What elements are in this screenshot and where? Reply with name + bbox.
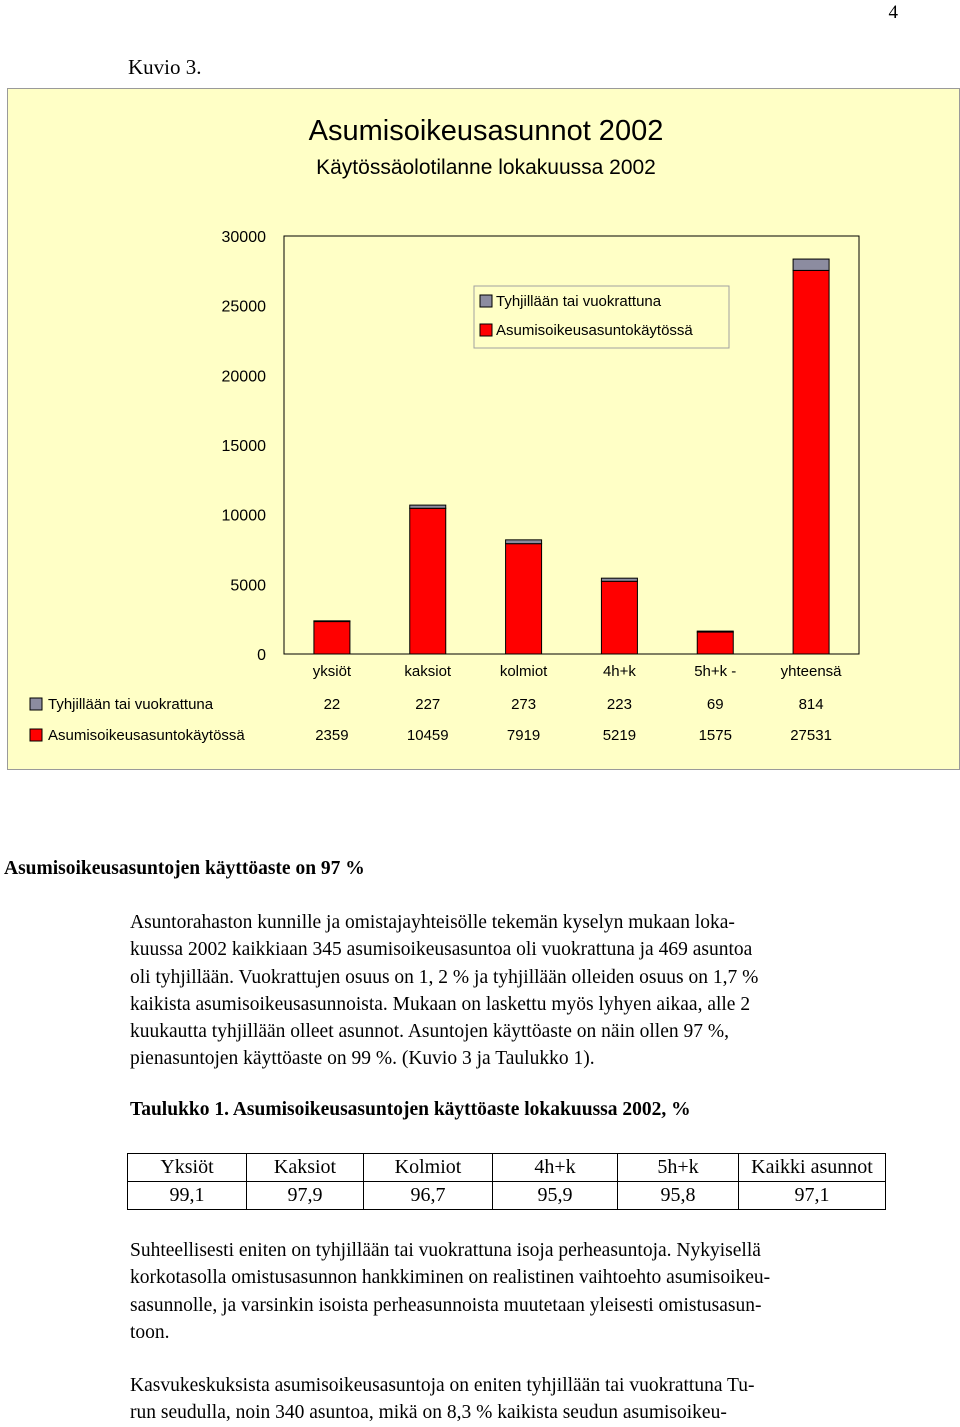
bar-vacant [506,540,542,544]
bar-vacant [697,631,733,632]
table-row-label: Tyhjillään tai vuokrattuna [48,696,214,713]
table-cell: 97,9 [247,1182,364,1210]
paragraph-line: Kasvukeskuksista asumisoikeusasuntoja on eniten tyhjillään tai vuokrattuna Tu- [130,1375,755,1396]
paragraph-1 [130,909,910,1073]
table-header-cell: Kolmiot [364,1154,493,1182]
table-header-row [128,1154,886,1182]
paragraph-2 [130,1237,910,1346]
bar-occupied [793,270,829,654]
paragraph-line: kaikista asumisoikeusasunnoista. Mukaan on laskettu myös lyhyen aikaa, alle 2 [130,993,751,1015]
bar-vacant [601,578,637,581]
y-tick-label: 30000 [221,229,266,246]
paragraph-3 [130,1372,910,1427]
x-tick-label: yhteensä [780,663,842,680]
table-value: 7919 [506,727,541,744]
paragraph-line: toon. [130,1321,170,1343]
stacked-bar-chart [8,89,959,769]
table-row [128,1182,886,1210]
section-heading: Asumisoikeusasuntojen käyttöaste on 97 % [4,858,365,879]
y-axis-ticks [222,229,267,664]
table-value: 273 [511,696,537,713]
bar-vacant [410,505,446,508]
table-value: 223 [606,696,632,713]
bar-occupied [314,621,350,654]
paragraph-line: kuussa 2002 kaikkiaan 345 asumisoikeusasuntoa oli vuokrattuna ja 469 asuntoa [130,939,753,961]
paragraph-line: Asuntorahaston kunnille ja omistajayhteisölle tekemän kyselyn mukaan loka- [130,912,735,933]
table-value: 10459 [406,727,449,744]
y-tick-label: 20000 [221,368,266,386]
paragraph-line: korkotasolla omistusasunnon hankkiminen on realistinen vaihtoehto asumisoikeu- [130,1267,771,1289]
table-header-cell: Kaikki asunnot [739,1154,886,1182]
paragraph-line: run seudulla, noin 340 asuntoa, mikä on 8,3 % kaikista seudun asumisoikeu- [130,1402,727,1424]
table-value: 2359 [315,727,349,744]
x-axis-labels [313,663,842,680]
utilization-table [127,1153,886,1210]
bar-occupied [601,581,637,654]
page-number: 4 [888,2,898,23]
bar-vacant [793,259,829,270]
table-cell: 95,9 [493,1182,618,1210]
chart-data-table [30,696,832,744]
legend-label-vacant: Tyhjillään tai vuokrattuna [496,293,662,310]
chart-title: Asumisoikeusasunnot 2002 [308,115,664,147]
table-caption: Taulukko 1. Asumisoikeusasuntojen käyttöaste lokakuussa 2002, % [130,1099,691,1120]
legend [474,286,729,348]
table-value: 69 [706,696,724,713]
chart-subtitle: Käytössäolotilanne lokakuussa 2002 [316,156,656,179]
x-tick-label: 5h+k - [694,663,737,680]
legend-swatch-occupied [480,324,492,336]
x-tick-label: kolmiot [499,663,548,680]
table-cell: 99,1 [128,1182,247,1210]
table-value: 5219 [602,727,637,744]
table-cell: 97,1 [739,1182,886,1210]
table-legend-swatch [30,698,42,710]
table-cell: 96,7 [364,1182,493,1210]
paragraph-line: pienasuntojen käyttöaste on 99 %. (Kuvio 3 ja Taulukko 1). [130,1048,595,1070]
table-value: 27531 [790,727,832,744]
figure-label: Kuvio 3. [128,55,202,79]
y-tick-label: 10000 [221,507,266,525]
y-tick-label: 25000 [221,298,266,316]
table-value: 22 [323,696,341,713]
table-header-cell: 4h+k [493,1154,618,1182]
table-value: 1575 [698,727,732,744]
y-tick-label: 0 [257,647,266,664]
table-value: 227 [415,696,441,713]
x-tick-label: 4h+k [602,663,636,680]
x-tick-label: yksiöt [312,663,352,680]
bar-occupied [697,632,733,654]
legend-label-occupied: Asumisoikeusasuntokäytössä [496,322,693,339]
chart-area [7,88,960,770]
bar-vacant [314,621,350,622]
legend-swatch-vacant [480,295,492,307]
paragraph-line: Suhteellisesti eniten on tyhjillään tai vuokrattuna isoja perheasuntoja. Nykyisellä [130,1240,761,1261]
x-tick-label: kaksiot [404,663,452,680]
table-row-label: Asumisoikeusasuntokäytössä [48,727,245,744]
table-header-cell: Yksiöt [128,1154,247,1182]
table-cell: 95,8 [618,1182,739,1210]
paragraph-line: oli tyhjillään. Vuokrattujen osuus on 1, 2 % ja tyhjillään olleiden osuus on 1,7 % [130,966,759,988]
table-legend-swatch [30,729,42,741]
table-value: 814 [798,696,824,713]
y-tick-label: 15000 [221,438,266,455]
bar-occupied [506,544,542,654]
paragraph-line: kuukautta tyhjillään olleet asunnot. Asuntojen käyttöaste on näin ollen 97 %, [130,1021,729,1043]
y-tick-label: 5000 [230,577,266,595]
bar-occupied [410,508,446,654]
table-header-cell: Kaksiot [247,1154,364,1182]
table-header-cell: 5h+k [618,1154,739,1182]
paragraph-line: sasunnolle, ja varsinkin isoista perheasunnoista muutetaan yleisesti omistusasun- [130,1294,762,1316]
